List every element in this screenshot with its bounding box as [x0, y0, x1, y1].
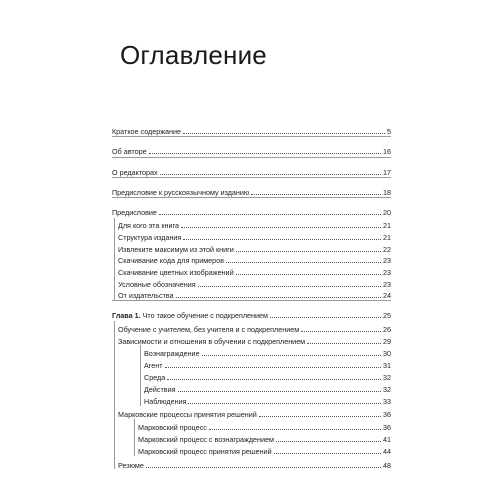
dot-leader — [276, 440, 381, 442]
divider — [112, 136, 391, 137]
toc-entry-summary-chapter[interactable] — [112, 458, 391, 470]
toc-entry-title: Марковские процессы принятия решений — [118, 410, 257, 419]
toc-entry-title: От издательства — [118, 291, 174, 300]
dot-leader — [167, 378, 381, 380]
toc-entry-title: Структура издания — [118, 233, 182, 242]
toc-entry-title: Обучение с учителем, без учителя и с подкреплением — [118, 325, 300, 334]
toc-entry-markov-process[interactable] — [112, 420, 391, 432]
toc-entry-title: Об авторе — [112, 147, 147, 156]
toc-entry-page: 31 — [383, 361, 391, 370]
toc-entry-title: Действия — [144, 385, 176, 394]
dot-leader — [236, 250, 381, 252]
dot-leader — [165, 366, 381, 368]
toc-entry-page: 36 — [383, 423, 391, 432]
toc-entry-page: 20 — [383, 208, 391, 217]
toc-entry-title: Марковский процесс с вознаграждением — [138, 435, 274, 444]
dot-leader — [226, 261, 381, 263]
toc-entry-page: 18 — [383, 188, 391, 197]
divider — [112, 197, 391, 198]
dot-leader — [159, 213, 381, 215]
toc-entry-structure[interactable] — [112, 230, 391, 242]
dot-leader — [183, 238, 381, 240]
toc-entry-page: 21 — [383, 221, 391, 230]
dot-leader — [178, 390, 382, 392]
toc-entry-page: 32 — [383, 373, 391, 382]
toc-entry-title: Наблюдения — [144, 397, 187, 406]
dot-leader — [149, 152, 381, 154]
toc-entry-title: Скачивание кода для примеров — [118, 256, 224, 265]
dot-leader — [176, 296, 381, 298]
dot-leader — [198, 285, 381, 287]
dot-leader — [183, 132, 385, 134]
toc-entry-page: 32 — [383, 385, 391, 394]
toc-entry-about-author[interactable] — [112, 144, 391, 156]
tree-guide — [114, 321, 115, 469]
toc-entry-title: Вознаграждение — [144, 349, 200, 358]
dot-leader — [274, 452, 381, 454]
dot-leader — [251, 193, 381, 195]
dot-leader — [259, 415, 381, 417]
toc-entry-page: 17 — [383, 168, 391, 177]
toc-entry-page: 16 — [383, 147, 391, 156]
toc-entry-download-code[interactable] — [112, 253, 391, 265]
toc-entry-page: 30 — [383, 349, 391, 358]
dot-leader — [202, 354, 381, 356]
toc-entry-summary[interactable] — [112, 124, 391, 136]
dot-leader — [188, 402, 381, 404]
page-title: Оглавление — [120, 40, 267, 70]
toc-entry-markov-reward[interactable] — [112, 432, 391, 444]
dot-leader — [307, 342, 381, 344]
toc-entry-title: Зависимости и отношения в обучении с подкреплением — [118, 337, 306, 346]
toc-entry-title: Краткое содержание — [112, 127, 182, 136]
toc-entry-mdp[interactable] — [112, 407, 391, 419]
toc-entry-title: Среда — [144, 373, 166, 382]
dot-leader — [181, 226, 381, 228]
toc-entry-page: 25 — [383, 311, 391, 320]
toc-entry-download-images[interactable] — [112, 265, 391, 277]
divider — [112, 177, 391, 178]
toc-entry-about-editors[interactable] — [112, 165, 391, 177]
toc-entry-observations[interactable] — [112, 394, 391, 406]
dot-leader — [209, 428, 381, 430]
toc-entry-title: Для кого эта книга — [118, 221, 179, 230]
toc-entry-publisher[interactable] — [112, 288, 391, 300]
toc-entry-page: 5 — [387, 127, 391, 136]
dot-leader — [270, 316, 381, 318]
toc-entry-title: Извлеките максимум из этой книги — [118, 245, 234, 254]
toc-entry-audience[interactable] — [112, 218, 391, 230]
divider — [112, 157, 391, 158]
toc-entry-title: Резюме — [118, 461, 144, 470]
dot-leader — [236, 273, 381, 275]
toc-entry-preface[interactable] — [112, 205, 391, 217]
dot-leader — [301, 330, 381, 332]
toc-entry-page: 36 — [383, 410, 391, 419]
dot-leader — [160, 173, 381, 175]
chapter-label: Глава 1. — [112, 311, 141, 320]
chapter-title: Что такое обучение с подкреплением — [142, 311, 268, 320]
toc-entry-title: Предисловие — [112, 208, 157, 217]
toc-entry-chapter-1[interactable] — [112, 308, 391, 320]
toc-entry-page: 44 — [383, 447, 391, 456]
tree-guide — [140, 345, 141, 406]
toc-entry-title: Предисловие к русскоязычному изданию — [112, 188, 250, 197]
toc-entry-page: 29 — [383, 337, 391, 346]
dot-leader — [146, 466, 381, 468]
divider — [112, 300, 391, 301]
toc-entry-page: 22 — [383, 245, 391, 254]
toc-entry-preface-russian[interactable] — [112, 185, 391, 197]
toc-entry-reward[interactable] — [112, 346, 391, 358]
toc-entry-title: Условные обозначения — [118, 280, 196, 289]
toc-entry-supervised[interactable] — [112, 322, 391, 334]
tree-guide — [114, 218, 115, 300]
toc-entry-agent[interactable] — [112, 358, 391, 370]
toc-entry-page: 41 — [383, 435, 391, 444]
toc-entry-title: О редакторах — [112, 168, 158, 177]
toc-entry-title: Марковский процесс принятия решений — [138, 447, 272, 456]
toc-entry-page: 24 — [383, 291, 391, 300]
toc-entry-dependencies[interactable] — [112, 334, 391, 346]
toc-entry-page: 26 — [383, 325, 391, 334]
toc-entry-title: Марковский процесс — [138, 423, 207, 432]
toc-entry-page: 23 — [383, 280, 391, 289]
toc-entry-actions[interactable] — [112, 382, 391, 394]
toc-entry-page: 33 — [383, 397, 391, 406]
toc-entry-title: Скачивание цветных изображений — [118, 268, 234, 277]
toc-entry-title — [112, 311, 268, 320]
toc-entry-markov-decision[interactable] — [112, 444, 391, 456]
toc-entry-page: 48 — [383, 461, 391, 470]
toc-entry-page: 21 — [383, 233, 391, 242]
toc-entry-title: Агент — [144, 361, 163, 370]
tree-guide — [134, 419, 135, 456]
toc-entry-page: 23 — [383, 268, 391, 277]
toc-entry-environment[interactable] — [112, 370, 391, 382]
toc-entry-page: 23 — [383, 256, 391, 265]
